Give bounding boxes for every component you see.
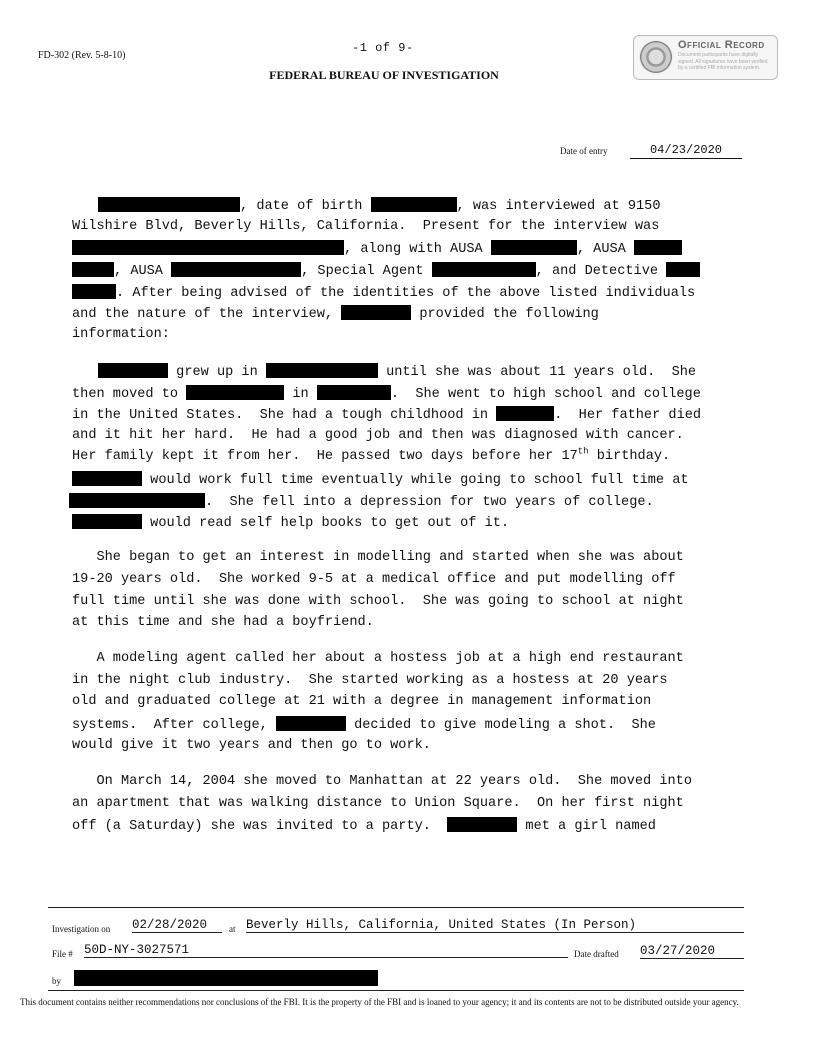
p5-line-2: an apartment that was walking distance to Union Square. On her first night <box>72 796 684 811</box>
redaction <box>98 363 168 378</box>
p2-line-3 <box>72 406 752 424</box>
footer-top-rule <box>48 907 744 908</box>
at-label: at <box>229 924 236 934</box>
stamp-text: Document participants have digitally signed. All signatures have been verified by a certified FBI information system. <box>678 52 768 71</box>
date-drafted-value: 03/27/2020 <box>640 944 744 959</box>
p1-line-5 <box>72 284 752 302</box>
redaction <box>666 262 700 277</box>
text: birthday. <box>588 449 671 464</box>
p2-line-1 <box>72 363 752 381</box>
p1-line-3 <box>72 240 752 258</box>
p2-line-4: and it hit her hard. He had a good job and then was diagnosed with cancer. <box>72 428 684 443</box>
text: . Her father died <box>554 408 702 423</box>
redaction <box>276 716 346 731</box>
text: in <box>284 387 317 402</box>
redaction <box>266 363 378 378</box>
text: would work full time eventually while going to school full time at <box>142 473 689 488</box>
p1-line-6 <box>72 305 752 323</box>
p2-line-7 <box>72 493 752 511</box>
p4-line-3: old and graduated college at 21 with a degree in management information <box>72 694 652 709</box>
redaction <box>371 197 457 212</box>
text: in the United States. She had a tough childhood in <box>72 408 497 423</box>
redaction <box>69 493 205 508</box>
investigation-label: Investigation on <box>52 924 111 934</box>
text: Her family kept it from her. He passed two days before her 17 <box>72 449 578 464</box>
p2-line-8 <box>72 514 752 532</box>
file-label: File # <box>52 949 73 959</box>
text: until she was about 11 years old. She <box>377 365 697 380</box>
text: decided to give modeling a shot. She <box>345 718 656 733</box>
p5-line-3 <box>72 817 752 835</box>
text: , along with AUSA <box>344 242 491 257</box>
official-record-stamp <box>633 35 778 80</box>
text: off (a Saturday) she was invited to a party. <box>72 819 448 834</box>
p4-line-4 <box>72 716 752 734</box>
text: , AUSA <box>114 264 172 279</box>
redaction <box>72 471 142 486</box>
fbi-seal-icon <box>639 40 673 74</box>
p1-line-1 <box>72 197 752 215</box>
p2-line-6 <box>72 471 752 489</box>
p2-line-5 <box>72 446 752 465</box>
text: , and Detective <box>535 264 667 279</box>
p3-line-2: 19-20 years old. She worked 9-5 at a medical office and put modelling off <box>72 572 676 587</box>
by-label: by <box>52 976 61 986</box>
investigation-location: Beverly Hills, California, United States (In Person) <box>246 918 744 933</box>
redaction <box>317 385 391 400</box>
text: grew up in <box>168 365 266 380</box>
redaction <box>432 262 536 277</box>
redaction <box>447 817 517 832</box>
date-drafted-label: Date drafted <box>574 949 619 959</box>
redaction <box>634 240 682 255</box>
redaction <box>186 385 284 400</box>
text: would read self help books to get out of it. <box>142 516 510 531</box>
text: , date of birth <box>240 199 371 214</box>
page-indicator: -1 of 9- <box>352 41 414 55</box>
redaction <box>74 970 378 986</box>
text: , Special Agent <box>301 264 432 279</box>
p1-line-4 <box>72 262 752 280</box>
text: , was interviewed at 9150 <box>456 199 661 214</box>
p1-line-7: information: <box>72 327 170 342</box>
p2-line-2 <box>72 385 752 403</box>
p3-line-4: at this time and she had a boyfriend. <box>72 615 374 630</box>
text: systems. After college, <box>72 718 276 733</box>
redaction <box>72 240 344 255</box>
redaction <box>72 284 116 299</box>
p3-line-1: She began to get an interest in modelling and started when she was about <box>72 550 684 565</box>
file-number: 50D-NY-3027571 <box>84 943 568 958</box>
text: and the nature of the interview, <box>72 307 342 322</box>
text: then moved to <box>72 387 187 402</box>
p3-line-3: full time until she was done with school. She was going to school at night <box>72 594 684 609</box>
date-of-entry-label: Date of entry <box>560 146 608 156</box>
disclaimer: This document contains neither recommendations nor conclusions of the FBI. It is the property of the FBI and is loaned to your agency; it and its contents are not to be distributed outside your agency. <box>20 997 739 1007</box>
form-id: FD-302 (Rev. 5-8-10) <box>38 50 126 61</box>
redaction <box>72 262 114 277</box>
text: provided the following <box>411 307 599 322</box>
redaction <box>98 197 240 212</box>
stamp-title: Official Record <box>678 39 765 51</box>
p1-line-2: Wilshire Blvd, Beverly Hills, California. Present for the interview was <box>72 219 660 234</box>
p4-line-1: A modeling agent called her about a hostess job at a high end restaurant <box>72 651 684 666</box>
redaction <box>171 262 301 277</box>
redaction <box>496 406 554 421</box>
p4-line-5: would give it two years and then go to work. <box>72 738 431 753</box>
agency-title: FEDERAL BUREAU OF INVESTIGATION <box>269 68 499 82</box>
text: . She fell into a depression for two years of college. <box>205 495 654 510</box>
investigation-date: 02/28/2020 <box>132 918 222 933</box>
text: , AUSA <box>576 242 634 257</box>
text: met a girl named <box>517 819 656 834</box>
text: . She went to high school and college <box>390 387 701 402</box>
p4-line-2: in the night club industry. She started working as a hostess at 20 years <box>72 673 668 688</box>
redaction <box>491 240 577 255</box>
date-of-entry-value: 04/23/2020 <box>630 143 742 159</box>
redaction <box>341 305 411 320</box>
superscript: th <box>577 446 589 457</box>
text: . After being advised of the identities of the above listed individuals <box>116 286 696 301</box>
p5-line-1: On March 14, 2004 she moved to Manhattan at 22 years old. She moved into <box>72 774 692 789</box>
footer-bottom-rule <box>48 990 744 991</box>
redaction <box>72 514 142 529</box>
